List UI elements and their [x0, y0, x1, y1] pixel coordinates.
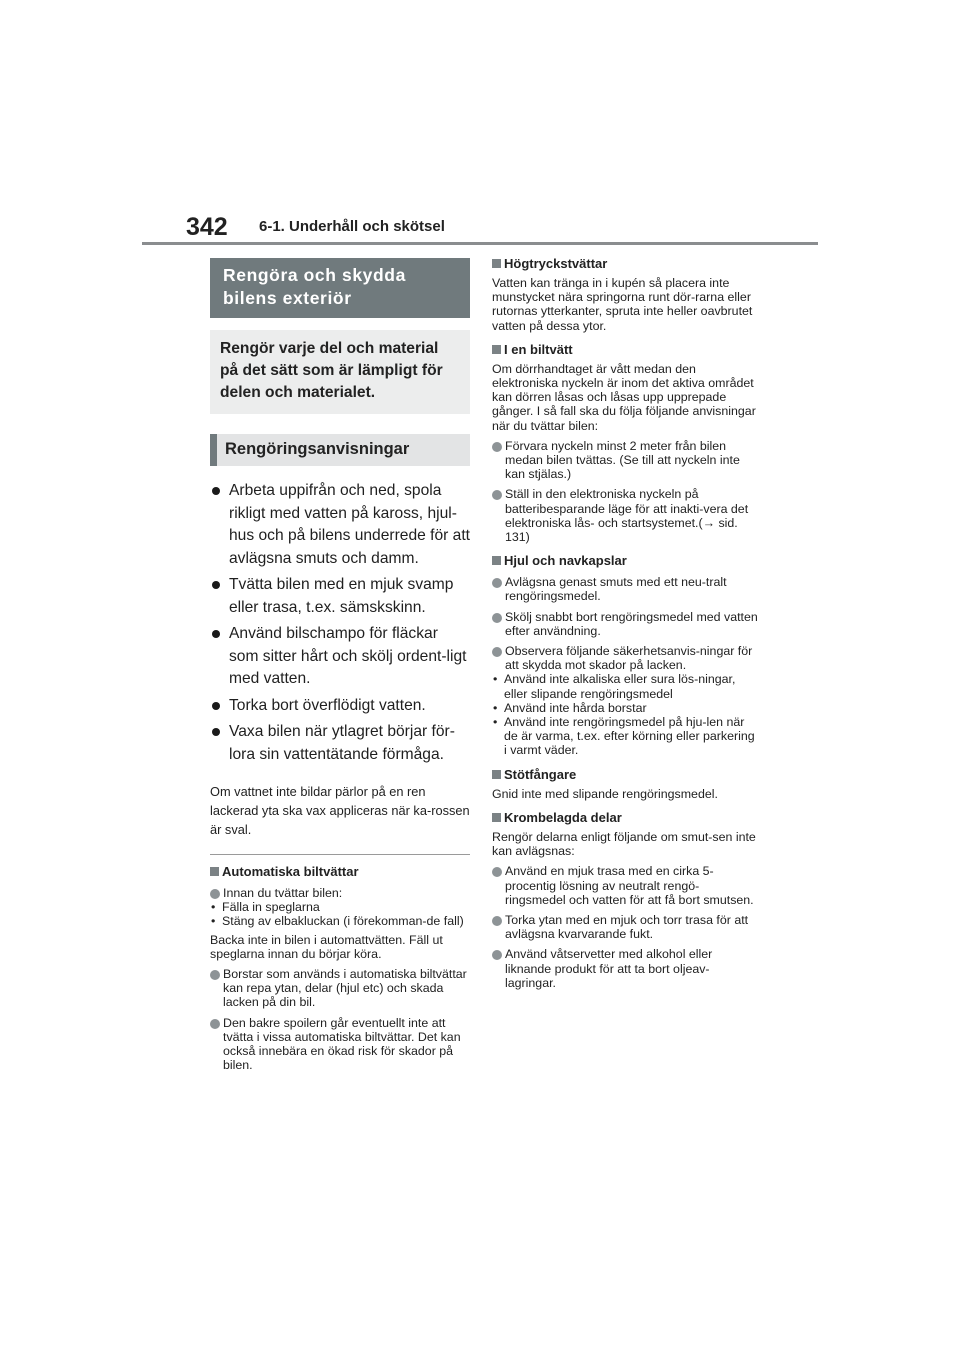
circle-bullet-icon: [492, 490, 502, 500]
sub-list-item: • Använd inte hårda borstar: [493, 700, 647, 715]
paragraph: Om dörrhandtaget är vått medan den elektroniska nyckeln är inom det aktiva området kan dörren låsas och låsas upp upprepade gånger. I så fall ska du följa följande anvisningar när du tvättar bilen:: [492, 361, 756, 433]
section-heading: Krombelagda delar: [492, 810, 758, 826]
circle-bullet-icon: [492, 613, 502, 623]
section-chrome: [492, 810, 758, 990]
section-wheels: [492, 553, 758, 757]
circle-bullet-icon: [492, 647, 502, 657]
list-item: Den bakre spoilern går eventuellt inte att tvätta i vissa automatiska biltvättar. Det kan också innebära en ökad risk för skador på bilen.: [210, 1016, 470, 1073]
sub-list-item: • Använd inte alkaliska eller sura lös-ningar, eller slipande rengöringsmedel: [493, 672, 736, 701]
cleaning-bullet-list: [210, 480, 470, 766]
section-heading: Automatiska biltvättar: [210, 864, 470, 880]
list-item: Torka bort överflödigt vatten.: [210, 695, 470, 718]
section-bumper: [492, 767, 758, 801]
square-bullet-icon: [492, 259, 501, 268]
circle-bullet-icon: [210, 970, 220, 980]
header-rule: [142, 242, 818, 245]
page-number: 342: [186, 213, 228, 241]
section-divider: [210, 854, 470, 855]
list-item: Avlägsna genast smuts med ett neu-tralt rengöringsmedel.: [492, 575, 758, 603]
paragraph: Vatten kan tränga in i kupén så placera inte munstycket nära springorna runt dör-rarna eller rutornas ytterkanter, spruta inte heller oavbrutet vatten på dessa ytor.: [492, 276, 753, 333]
left-column: [210, 258, 470, 1072]
list-item: Vaxa bilen när ytlagret börjar för-lora sin vattentätande förmåga.: [210, 721, 470, 766]
list-item: Använd en mjuk trasa med en cirka 5-procentig lösning av neutralt rengö-ringsmedel och vatten för att få bort smutsen.: [492, 864, 758, 907]
square-bullet-icon: [492, 813, 501, 822]
list-item: Observera följande säkerhetsanvis-ningar för att skydda mot skador på lacken.: [492, 644, 758, 672]
square-bullet-icon: [492, 770, 501, 779]
subheading-cleaning-instructions: Rengöringsanvisningar: [210, 434, 470, 466]
intro-box: Rengör varje del och material på det sätt som är lämpligt för delen och materialet.: [210, 330, 470, 414]
bullet-icon: [212, 630, 220, 638]
paragraph: Gnid inte med slipande rengöringsmedel.: [492, 786, 718, 801]
list-item: Borstar som används i automatiska biltvättar kan repa ytan, delar (hjul etc) och skada lacken på din bil.: [210, 967, 470, 1010]
circle-bullet-icon: [492, 578, 502, 588]
list-item: Förvara nyckeln minst 2 meter från bilen medan bilen tvättas. (Se till att nyckeln inte kan stjälas.): [492, 439, 758, 482]
square-bullet-icon: [492, 556, 501, 565]
section-title: Rengöra och skydda bilens exteriör: [210, 258, 470, 318]
bullet-icon: [212, 487, 220, 495]
bullet-icon: [212, 728, 220, 736]
section-heading: Stötfångare: [492, 767, 758, 783]
circle-bullet-icon: [210, 889, 220, 899]
list-item: Ställ in den elektroniska nyckeln på batteribesparande läge för att inakti-vera det elektroniska lås- och startsystemet.(→ sid. 131): [492, 487, 758, 544]
list-item: Använd bilschampo för fläckar som sitter hårt och skölj ordent-ligt med vatten.: [210, 623, 470, 691]
bullet-icon: [212, 581, 220, 589]
square-bullet-icon: [492, 345, 501, 354]
section-heading: Högtryckstvättar: [492, 256, 758, 272]
square-bullet-icon: [210, 867, 219, 876]
list-item: Använd våtservetter med alkohol eller liknande produkt för att ta bort oljeav-lagringar.: [492, 947, 758, 990]
circle-bullet-icon: [492, 916, 502, 926]
paragraph: Rengör delarna enligt följande om smut-sen inte kan avlägsnas:: [492, 829, 756, 859]
section-pressure-washer: [492, 256, 758, 333]
sub-list-item: • Fälla in speglarna: [211, 900, 320, 915]
list-item: Innan du tvättar bilen:: [210, 886, 470, 900]
section-heading: Hjul och navkapslar: [492, 553, 758, 569]
section-automatic-carwash: [210, 864, 470, 1072]
circle-bullet-icon: [492, 442, 502, 452]
list-item: Torka ytan med en mjuk och torr trasa för att avlägsna kvarvarande fukt.: [492, 913, 758, 941]
wax-note: Om vattnet inte bildar pärlor på en ren lackerad yta ska vax appliceras när ka-rossen är sval.: [210, 784, 470, 837]
circle-bullet-icon: [492, 950, 502, 960]
bullet-icon: [212, 702, 220, 710]
page-header: [0, 0, 960, 250]
right-column: [492, 256, 758, 990]
sub-list-item: • Använd inte rengöringsmedel på hju-len när de är varma, t.ex. efter körning eller parkering i varmt väder.: [493, 715, 755, 758]
sub-list-item: • Stäng av elbakluckan (i förekomman-de fall): [211, 914, 464, 929]
section-carwash: [492, 342, 758, 544]
section-heading: I en biltvätt: [492, 342, 758, 358]
list-item: Skölj snabbt bort rengöringsmedel med vatten efter användning.: [492, 610, 758, 638]
list-item: Tvätta bilen med en mjuk svamp eller trasa, t.ex. sämskskinn.: [210, 574, 470, 619]
paragraph: Backa inte in bilen i automattvätten. Fäll ut speglarna innan du börjar köra.: [210, 932, 443, 961]
chapter-title: 6-1. Underhåll och skötsel: [259, 218, 445, 235]
list-item: Arbeta uppifrån och ned, spola rikligt med vatten på kaross, hjul-hus och på bilens underrede för att avlägsna smuts och damm.: [210, 480, 470, 570]
circle-bullet-icon: [210, 1019, 220, 1029]
circle-bullet-icon: [492, 867, 502, 877]
